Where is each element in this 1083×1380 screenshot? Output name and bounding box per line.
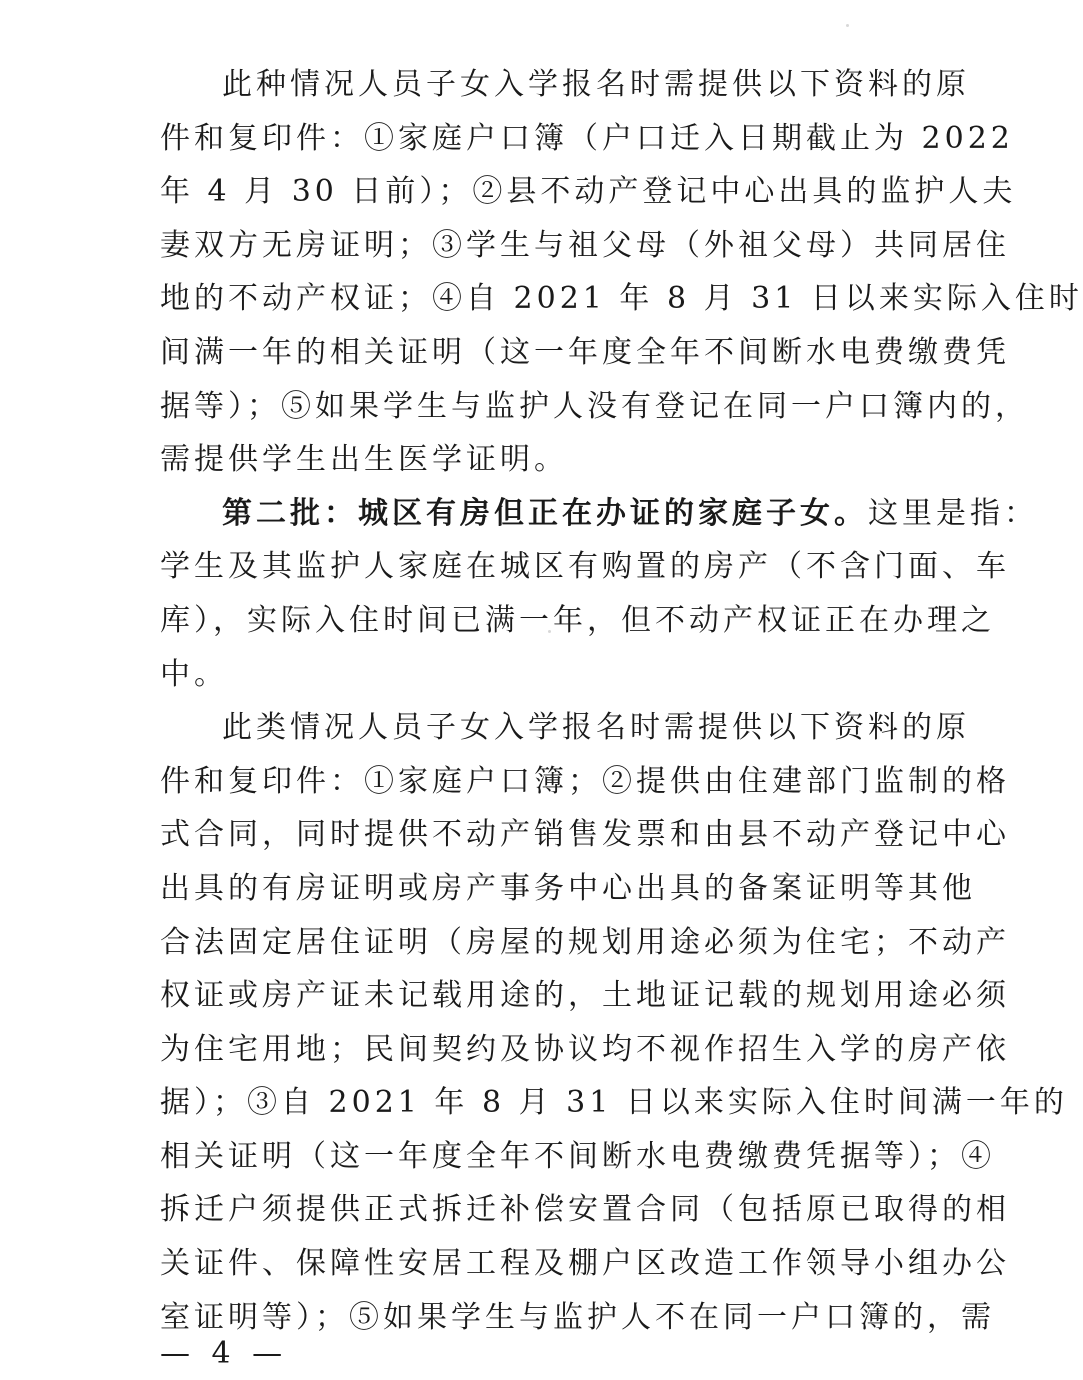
paragraph-line: 件和复印件：①家庭户口簿（户口迁入日期截止为 2022 xyxy=(160,120,1014,156)
scan-speck xyxy=(846,24,849,27)
paragraph-line: 合法固定居住证明（房屋的规划用途必须为住宅；不动产 xyxy=(160,924,1010,960)
paragraph-line: 件和复印件：①家庭户口簿；②提供由住建部门监制的格 xyxy=(160,763,1010,799)
paragraph-line: 权证或房产证未记载用途的，土地证记载的规划用途必须 xyxy=(160,978,1010,1014)
paragraph-line: 中。 xyxy=(160,656,228,692)
paragraph-line: 相关证明（这一年度全年不间断水电费缴费凭据等）；④ xyxy=(160,1138,995,1174)
paragraph-line: 据等）；⑤如果学生与监护人没有登记在同一户口簿内的， xyxy=(160,388,1029,424)
paragraph-line: 此类情况人员子女入学报名时需提供以下资料的原 xyxy=(222,710,970,746)
paragraph-line: 关证件、保障性安居工程及棚户区改造工作领导小组办公 xyxy=(160,1246,1010,1282)
paragraph-line: 据）；③自 2021 年 8 月 31 日以来实际入住时间满一年的 xyxy=(160,1085,1068,1121)
paragraph-line: 学生及其监护人家庭在城区有购置的房产（不含门面、车 xyxy=(160,549,1010,585)
section-heading: 第二批：城区有房但正在办证的家庭子女。 xyxy=(222,495,868,531)
paragraph-text: 这里是指： xyxy=(868,495,1038,531)
paragraph-line: 妻双方无房证明；③学生与祖父母（外祖父母）共同居住 xyxy=(160,227,1010,263)
page-number: — 4 — xyxy=(160,1336,289,1371)
paragraph-line: 库），实际入住时间已满一年，但不动产权证正在办理之 xyxy=(160,602,995,638)
paragraph-line: 此种情况人员子女入学报名时需提供以下资料的原 xyxy=(222,67,970,102)
paragraph-line: 室证明等）；⑤如果学生与监护人不在同一户口簿的，需 xyxy=(160,1299,995,1335)
paragraph-heading-line xyxy=(160,487,1038,541)
paragraph-line: 需提供学生出生医学证明。 xyxy=(160,442,568,478)
paragraph-line: 间满一年的相关证明（这一年度全年不间断水电费缴费凭 xyxy=(160,334,1010,370)
paragraph-line: 为住宅用地；民间契约及协议均不视作招生入学的房产依 xyxy=(160,1031,1010,1067)
paragraph-line: 拆迁户须提供正式拆迁补偿安置合同（包括原已取得的相 xyxy=(160,1192,1010,1228)
paragraph-line: 式合同，同时提供不动产销售发票和由县不动产登记中心 xyxy=(160,817,1010,853)
paragraph-line: 年 4 月 30 日前）；②县不动产登记中心出具的监护人夫 xyxy=(160,174,1017,210)
paragraph-line: 出具的有房证明或房产事务中心出具的备案证明等其他 xyxy=(160,870,976,906)
paragraph-line: 地的不动产权证；④自 2021 年 8 月 31 日以来实际入住时 xyxy=(160,281,1083,317)
document-body xyxy=(160,58,1083,1344)
